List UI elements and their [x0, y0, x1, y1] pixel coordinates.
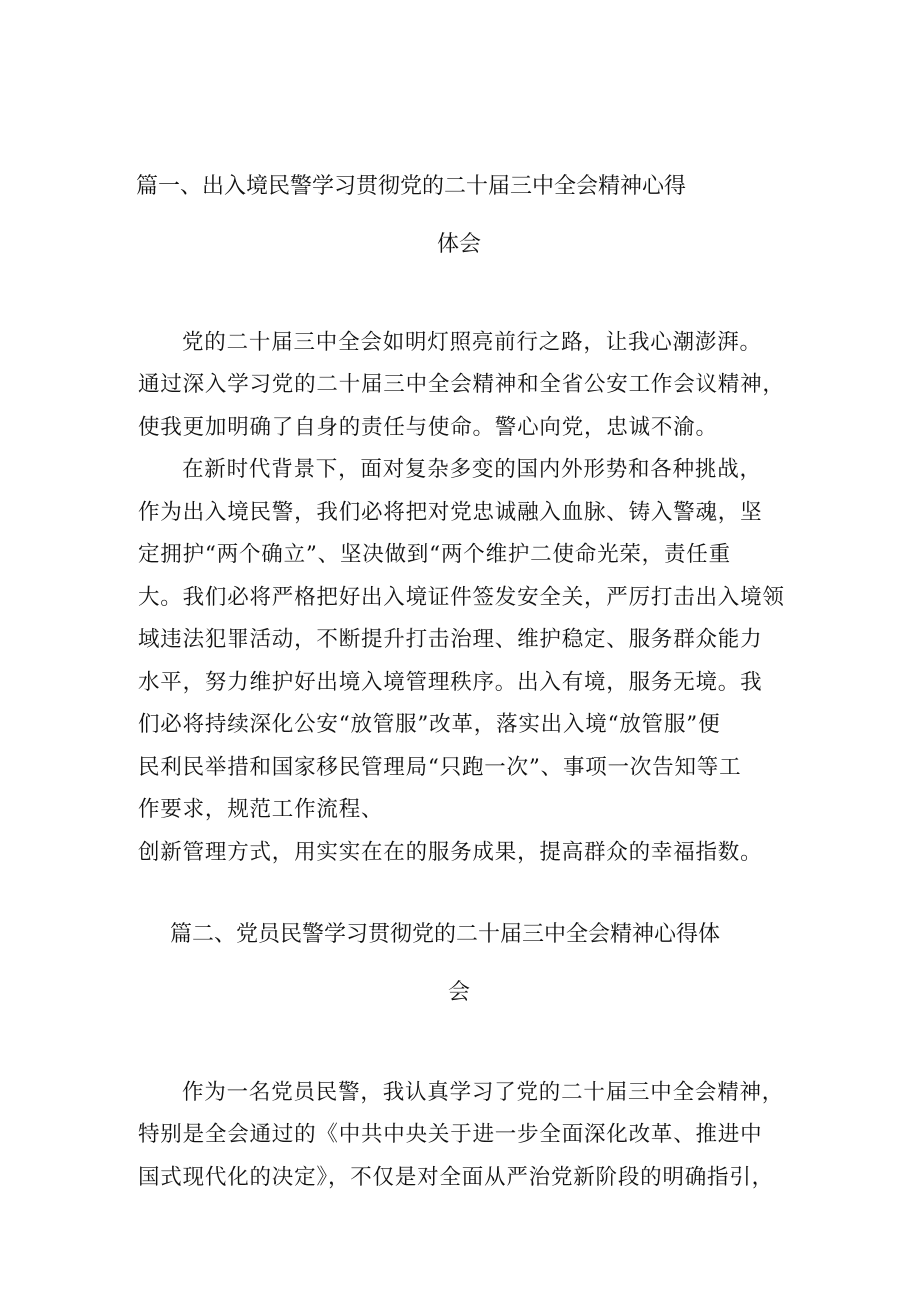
section1-paragraph-line: 民利民举措和国家移民管理局“只跑一次”、事项一次告知等工 — [138, 755, 742, 780]
section1-paragraph-line: 创新管理方式，用实实在在的服务成果，提高群众的幸福指数。 — [138, 840, 763, 865]
section1-paragraph-line: 使我更加明确了自身的责任与使命。警心向党，忠诚不渝。 — [138, 415, 718, 440]
section2-paragraph-line: 国式现代化的决定》，不仅是对全面从严治党新阶段的明确指引， — [138, 1165, 774, 1190]
section1-paragraph-line: 在新时代背景下，面对复杂多变的国内外形势和各种挑战， — [182, 457, 762, 482]
section1-paragraph-line: 水平，努力维护好出境入境管理秩序。出入有境，服务无境。我 — [138, 670, 763, 695]
section2-title-line2: 会 — [448, 980, 471, 1005]
section1-paragraph-line: 定拥护“两个确立”、坚决做到“两个维护二使命光荣，责任重 — [138, 542, 731, 567]
section2-paragraph-line: 作为一名党员民警，我认真学习了党的二十届三中全会精神， — [182, 1080, 785, 1105]
section1-paragraph-line: 党的二十届三中全会如明灯照亮前行之路，让我心潮澎湃。 — [182, 330, 762, 355]
section1-title-line1: 篇一、出入境民警学习贯彻党的二十届三中全会精神心得 — [136, 174, 687, 199]
section1-paragraph-line: 们必将持续深化公安“放管服”改革，落实出入境“放管服”便 — [138, 712, 721, 737]
section1-paragraph-line: 作要求，规范工作流程、 — [138, 797, 384, 822]
section1-paragraph-line: 大。我们必将严格把好出入境证件签发安全关，严厉打击出入境领 — [138, 585, 785, 610]
section1-paragraph-line: 通过深入学习党的二十届三中全会精神和全省公安工作会议精神， — [138, 372, 785, 397]
section1-paragraph-line: 域违法犯罪活动，不断提升打击治理、维护稳定、服务群众能力 — [138, 627, 763, 652]
section1-paragraph-line: 作为出入境民警，我们必将把对党忠诚融入血脉、铸入警魂，坚 — [138, 500, 763, 525]
section2-paragraph-line: 特别是全会通过的《中共中央关于进一步全面深化改革、推进中 — [138, 1122, 763, 1147]
section2-title-line1: 篇二、党员民警学习贯彻党的二十届三中全会精神心得体 — [170, 922, 721, 947]
section1-title-line2: 体会 — [437, 232, 482, 257]
